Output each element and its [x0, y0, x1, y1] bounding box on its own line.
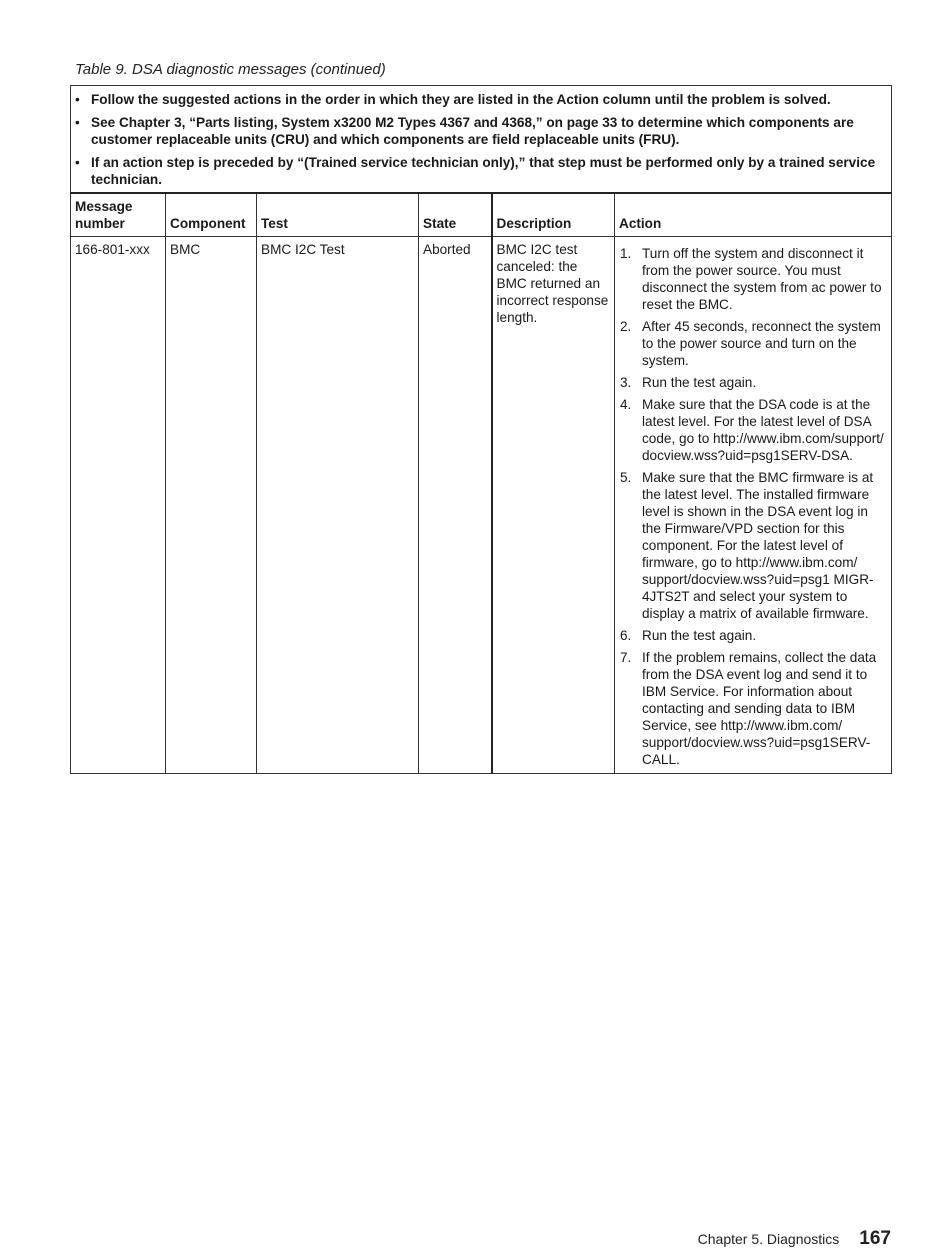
notes-row [71, 86, 892, 194]
note-text: Follow the suggested actions in the order in which they are listed in the Action column until the problem is solved. [91, 92, 831, 107]
step-text: After 45 seconds, reconnect the system to the power source and turn on the system. [642, 319, 881, 368]
table-row [71, 237, 892, 774]
step-number: 5. [620, 470, 632, 485]
step-text: Turn off the system and disconnect it from the power source. You must disconnect the system from ac power to reset the BMC. [642, 246, 882, 312]
bullet-icon: • [75, 115, 80, 130]
step-number: 2. [620, 319, 632, 334]
note-text: If an action step is preceded by “(Trained service technician only),” that step must be performed only by a trained service technician. [91, 155, 876, 187]
cell-description: BMC I2C test canceled: the BMC returned an incorrect response length. [492, 237, 615, 774]
cell-component: BMC [166, 237, 257, 774]
column-header-message-number: Message number [71, 193, 166, 237]
cell-message-number: 166-801-xxx [71, 237, 166, 774]
step-text: Run the test again. [642, 375, 757, 390]
step-number: 3. [620, 375, 632, 390]
dsa-messages-table [70, 85, 892, 774]
footer-chapter: Chapter 5. Diagnostics [697, 1231, 840, 1247]
step-text: Run the test again. [642, 628, 757, 643]
note-text: See Chapter 3, “Parts listing, System x3200 M2 Types 4367 and 4368,” on page 33 to determine which components are customer replaceable units (CRU) and which components are field replaceable units (FRU). [91, 115, 854, 147]
page-footer [698, 1228, 891, 1250]
table-caption: Table 9. DSA diagnostic messages (continued) [75, 61, 386, 78]
column-header-state: State [419, 193, 492, 237]
step-number: 6. [620, 628, 632, 643]
action-steps-list [619, 245, 887, 768]
bullet-icon: • [75, 155, 80, 170]
bullet-icon: • [75, 92, 80, 107]
cell-test: BMC I2C Test [257, 237, 419, 774]
action-step [619, 245, 887, 313]
notes-cell [71, 86, 892, 194]
step-number: 1. [620, 246, 632, 261]
step-text: Make sure that the DSA code is at the latest level. For the latest level of DSA code, go to http://www.ibm.com/support/ docview.wss?uid=psg1SERV-DSA. [642, 397, 884, 463]
step-number: 7. [620, 650, 632, 665]
note-item [75, 91, 883, 108]
step-text: Make sure that the BMC firmware is at the latest level. The installed firmware level is shown in the DSA event log in the Firmware/VPD section for this component. For the latest level of firmware, go to http://www.ibm.com/ support/docview.wss?uid=psg1 MIGR-4JTS2T and select your system to display a matrix of available firmware. [642, 470, 874, 621]
action-step [619, 374, 887, 391]
action-step [619, 649, 887, 768]
note-item [75, 154, 883, 188]
action-step [619, 318, 887, 369]
cell-action [615, 237, 892, 774]
action-step [619, 469, 887, 622]
action-step [619, 627, 887, 644]
table-header-row [71, 193, 892, 237]
step-number: 4. [620, 397, 632, 412]
column-header-component: Component [166, 193, 257, 237]
column-header-description: Description [492, 193, 615, 237]
notes-list [75, 91, 883, 188]
page-number: 167 [859, 1228, 891, 1249]
column-header-action: Action [615, 193, 892, 237]
cell-state: Aborted [419, 237, 492, 774]
step-text: If the problem remains, collect the data from the DSA event log and send it to IBM Service. For information about contacting and sending data to IBM Service, see http://www.ibm.com/ support/docview.wss?uid=psg1SERV-CALL. [642, 650, 877, 767]
action-step [619, 396, 887, 464]
column-header-test: Test [257, 193, 419, 237]
note-item [75, 114, 883, 148]
